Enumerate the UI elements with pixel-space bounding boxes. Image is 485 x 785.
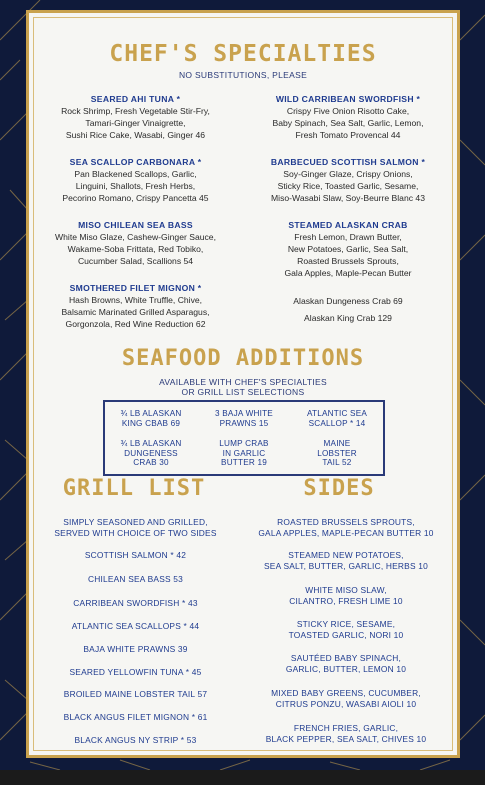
specialty-item	[242, 157, 454, 204]
addition-cell: ¾ LB ALASKAN KING CBAB 69	[120, 409, 182, 428]
menu-panel	[26, 10, 460, 758]
crab-option: Alaskan Dungeness Crab 69	[293, 296, 403, 306]
grill-subtitle: SIMPLY SEASONED AND GRILLED, SERVED WITH CHOICE OF TWO SIDES	[54, 517, 217, 538]
side-item: FRENCH FRIES, GARLIC, BLACK PEPPER, SEA SALT, CHIVES 10	[265, 723, 427, 744]
specialty-name: BARBECUED SCOTTISH SALMON *	[270, 157, 426, 167]
grill-item: SCOTTISH SALMON * 42	[84, 550, 187, 560]
side-item: STICKY RICE, SESAME, TOASTED GARLIC, NORI 10	[288, 619, 404, 640]
addition-cell: ATLANTIC SEA SCALLOP * 14	[306, 409, 368, 428]
specialty-desc: Soy-Ginger Glaze, Crispy Onions, Sticky Rice, Toasted Garlic, Sesame, Miso-Wasabi Slaw, Soy-Beurre Blanc 43	[271, 169, 425, 203]
sides-title: SIDES	[303, 476, 375, 501]
specialty-item	[33, 157, 238, 204]
side-item: STEAMED NEW POTATOES, SEA SALT, BUTTER, GARLIC, HERBS 10	[264, 550, 428, 571]
specialty-name: SEA SCALLOP CARBONARA *	[69, 157, 202, 167]
specialties-title: CHEF'S SPECIALTIES	[109, 41, 377, 67]
addition-cell: ¾ LB ALASKAN DUNGENESS CRAB 30	[120, 439, 182, 467]
additions-subtitle: AVAILABLE WITH CHEF'S SPECIALTIES OR GRILL LIST SELECTIONS	[159, 377, 327, 397]
grill-item: CHILEAN SEA BASS 53	[87, 574, 184, 584]
side-item: SAUTÉED BABY SPINACH, GARLIC, BUTTER, LEMON 10	[285, 653, 407, 674]
addition-cell: MAINE LOBSTER TAIL 52	[317, 439, 357, 467]
bottom-bar	[0, 770, 485, 785]
specialty-item	[33, 220, 238, 267]
specialty-name: MISO CHILEAN SEA BASS	[78, 220, 193, 230]
side-item: ROASTED BRUSSELS SPROUTS, GALA APPLES, MAPLE-PECAN BUTTER 10	[258, 517, 434, 538]
specialty-desc: Rock Shrimp, Fresh Vegetable Stir-Fry, Tamari-Ginger Vinaigrette, Sushi Rice Cake, Wasabi, Ginger 46	[61, 106, 210, 140]
additions-box	[103, 400, 385, 476]
specialty-desc: Crispy Five Onion Risotto Cake, Baby Spinach, Sea Salt, Garlic, Lemon, Fresh Tomato Provencal 44	[272, 106, 424, 140]
specialty-name: WILD CARRIBEAN SWORDFISH *	[275, 94, 421, 104]
grill-item: CARRIBEAN SWORDFISH * 43	[73, 598, 198, 608]
grill-title: GRILL LIST	[62, 476, 206, 501]
grill-item: BAJA WHITE PRAWNS 39	[83, 644, 188, 654]
grill-item: SEARED YELLOWFIN TUNA * 45	[69, 667, 202, 677]
specialty-item	[33, 283, 238, 330]
grill-item: BLACK ANGUS FILET MIGNON * 61	[63, 712, 208, 722]
specialty-name: SEARED AHI TUNA *	[90, 94, 181, 104]
addition-cell: 3 BAJA WHITE PRAWNS 15	[215, 409, 273, 428]
grill-item: BLACK ANGUS NY STRIP * 53	[74, 735, 197, 745]
specialty-desc: Hash Browns, White Truffle, Chive, Balsamic Marinated Grilled Asparagus, Gorgonzola, Red Wine Reduction 62	[61, 295, 210, 329]
crab-option: Alaskan King Crab 129	[304, 313, 392, 323]
grill-item: ATLANTIC SEA SCALLOPS * 44	[71, 621, 200, 631]
specialty-desc: Pan Blackened Scallops, Garlic, Linguini, Shallots, Fresh Herbs, Pecorino Romano, Crispy Pancetta 45	[62, 169, 209, 203]
addition-cell: LUMP CRAB IN GARLIC BUTTER 19	[219, 439, 269, 467]
specialty-name: SMOTHERED FILET MIGNON *	[69, 283, 202, 293]
specialty-item	[242, 94, 454, 141]
grill-item: BROILED MAINE LOBSTER TAIL 57	[63, 689, 208, 699]
specialty-name: STEAMED ALASKAN CRAB	[288, 220, 408, 230]
additions-title: SEAFOOD ADDITIONS	[121, 346, 365, 371]
side-item: MIXED BABY GREENS, CUCUMBER, CITRUS PONZU, WASABI AIOLI 10	[271, 688, 421, 709]
specialty-item	[242, 220, 454, 279]
specialty-item	[33, 94, 238, 141]
side-item: WHITE MISO SLAW, CILANTRO, FRESH LIME 10	[289, 585, 403, 606]
specialty-desc: Fresh Lemon, Drawn Butter, New Potatoes, Garlic, Sea Salt, Roasted Brussels Sprouts, Gala Apples, Maple-Pecan Butter	[284, 232, 412, 278]
specialty-desc: White Miso Glaze, Cashew-Ginger Sauce, Wakame-Soba Frittata, Red Tobiko, Cucumber Salad, Scallions 54	[55, 232, 216, 266]
specialties-subtitle: NO SUBSTITUTIONS, PLEASE	[178, 70, 308, 80]
